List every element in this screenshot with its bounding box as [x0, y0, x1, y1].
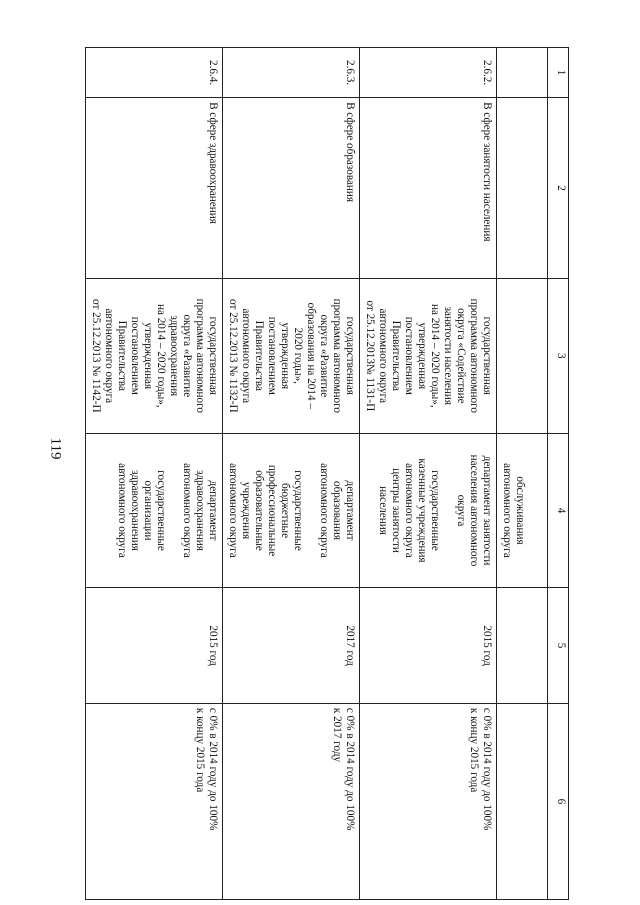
- header-row: [548, 48, 569, 900]
- sphere-cell: В сфере образования: [223, 98, 360, 279]
- responsible-cell: департамент занятости населения автономного округа государственные казенные учреждения автономного округа центры занятости населения: [360, 433, 497, 588]
- col-header-6: 6: [548, 703, 569, 899]
- row-number: 2.6.4.: [86, 48, 223, 98]
- page-number: 119: [47, 437, 64, 460]
- result-cell: с 0% в 2014 году до 100% к 2017 году: [223, 703, 360, 899]
- row-number: 2.6.2.: [360, 48, 497, 98]
- col-header-3: 3: [548, 278, 569, 433]
- col-header-4: 4: [548, 433, 569, 588]
- col-header-1: 1: [548, 48, 569, 98]
- year-cell: 2015 год: [360, 588, 497, 703]
- carryover-row: [497, 48, 548, 900]
- sphere-cell: В сфере занятости населения: [360, 98, 497, 279]
- col-header-2: 2: [548, 98, 569, 279]
- sphere-cell: В сфере здравоохранения: [86, 98, 223, 279]
- rotated-table-frame: [86, 47, 569, 900]
- year-cell: 2015 год: [86, 588, 223, 703]
- responsible-cell: департамент образования автономного округа государственные бюджетные профессиональные образовательные учреждения автономного округа: [223, 433, 360, 588]
- col-header-5: 5: [548, 588, 569, 703]
- table-row: [223, 48, 360, 900]
- result-cell: с 0% в 2014 году до 100% к концу 2015 года: [86, 703, 223, 899]
- responsible-cell: департамент здравоохранения автономного округа государственные организации здравоохранения автономного округа: [86, 433, 223, 588]
- table-row: [360, 48, 497, 900]
- year-cell: 2017 год: [223, 588, 360, 703]
- carryover-text: обслуживания автономного округа: [497, 433, 548, 588]
- row-number: 2.6.3.: [223, 48, 360, 98]
- program-cell: государственная программа автономного округа «Содействие занятости населения на 2014 – 2020 годы», утвержденная постановлением Правительства автономного округа от 25.12.2013№ 1131-П: [360, 278, 497, 433]
- program-cell: государственная программа автономного округа «Развитие здравоохранения на 2014 – 2020 годы», утвержденная постановлением Правительства автономного округа от 25.12.2013 № 1142-П: [86, 278, 223, 433]
- program-cell: государственная программа автономного округа «Развитие образования на 2014 – 2020 годы», утвержденная постановлением Правительства автономного округа от 25.12.2013 № 1132-П: [223, 278, 360, 433]
- result-cell: с 0% в 2014 году до 100% к концу 2015 года: [360, 703, 497, 899]
- table-row: [86, 48, 223, 900]
- measures-table: [85, 47, 569, 900]
